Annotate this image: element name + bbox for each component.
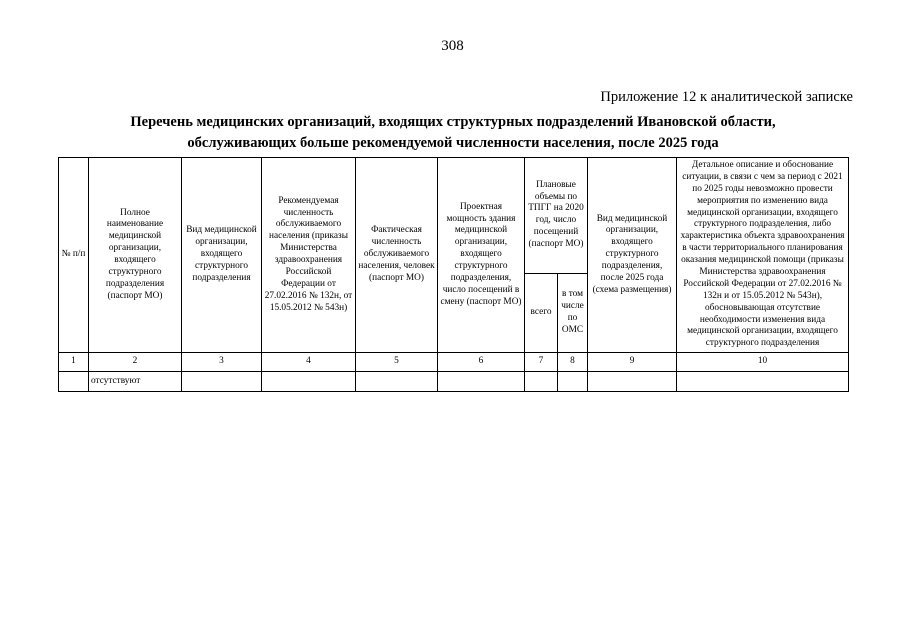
column-index-8: 8 bbox=[558, 353, 588, 372]
column-index-3: 3 bbox=[182, 353, 262, 372]
column-index-9: 9 bbox=[588, 353, 677, 372]
page-title-line-2: обслуживающих больше рекомендуемой численности населения, после 2025 года bbox=[187, 135, 719, 152]
table-row bbox=[59, 372, 849, 392]
cell-actual-population bbox=[356, 372, 438, 392]
table-header-cell-detailed-description: Детальное описание и обоснование ситуации, в связи с чем за период с 2021 по 2025 годы невозможно провести мероприятия по изменению вида медицинской организации, входящего структурного подразделения, либо характеристика объекта здравоохранения в части территориального планирования оказания медицинской помощи (приказы Министерства здравоохранения Российской Федерации от 27.02.2016 № 132н и от 15.05.2012 № 543н), обосновывающая отсутствие необходимости изменения вида медицинской организации, входящего структурного подразделения bbox=[677, 158, 849, 353]
page-number: 308 bbox=[441, 38, 464, 54]
cell-detailed-description bbox=[677, 372, 849, 392]
column-index-6: 6 bbox=[438, 353, 525, 372]
column-index-1: 1 bbox=[59, 353, 89, 372]
table-header-cell-recommended-population: Рекомендуемая численность обслуживаемого населения (приказы Министерства здравоохранения Российской Федерации от 27.02.2016 № 132н, от 15.05.2012 № 543н) bbox=[262, 158, 356, 353]
table-header-cell-actual-population: Фактическая численность обслуживаемого населения, человек (паспорт МО) bbox=[356, 158, 438, 353]
table-header-cell-org-type: Вид медицинской организации, входящего структурного подразделения bbox=[182, 158, 262, 353]
table-header-row bbox=[59, 158, 849, 274]
column-index-10: 10 bbox=[677, 353, 849, 372]
cell-recommended-population bbox=[262, 372, 356, 392]
column-index-2: 2 bbox=[89, 353, 182, 372]
appendix-note: Приложение 12 к аналитической записке bbox=[600, 89, 853, 105]
column-index-7: 7 bbox=[525, 353, 558, 372]
table-header-cell-org-type-after-2025: Вид медицинской организации, входящего структурного подразделения, после 2025 года (схема размещения) bbox=[588, 158, 677, 353]
organizations-table bbox=[58, 157, 849, 392]
cell-org-type-after-2025 bbox=[588, 372, 677, 392]
cell-oms bbox=[558, 372, 588, 392]
column-index-5: 5 bbox=[356, 353, 438, 372]
cell-design-capacity bbox=[438, 372, 525, 392]
cell-no bbox=[59, 372, 89, 392]
column-index-4: 4 bbox=[262, 353, 356, 372]
table-header-cell-no: № п/п bbox=[59, 158, 89, 353]
cell-full-name: отсутствуют bbox=[89, 372, 182, 392]
table-header-cell-total: всего bbox=[525, 273, 558, 353]
table-header-cell-design-capacity: Проектная мощность здания медицинской организации, входящего структурного подразделения, число посещений в смену (паспорт МО) bbox=[438, 158, 525, 353]
cell-org-type bbox=[182, 372, 262, 392]
cell-total bbox=[525, 372, 558, 392]
table-column-number-row bbox=[59, 353, 849, 372]
table-header-cell-oms: в том числе по ОМС bbox=[558, 273, 588, 353]
table-header-cell-full-name: Полное наименование медицинской организации, входящего структурного подразделения (паспорт МО) bbox=[89, 158, 182, 353]
page-title-line-1: Перечень медицинских организаций, входящих структурных подразделений Ивановской области, bbox=[130, 114, 776, 130]
table-header-cell-planned-volumes-group: Плановые объемы по ТПГГ на 2020 год, число посещений (паспорт МО) bbox=[525, 158, 588, 274]
page-title bbox=[58, 112, 848, 154]
